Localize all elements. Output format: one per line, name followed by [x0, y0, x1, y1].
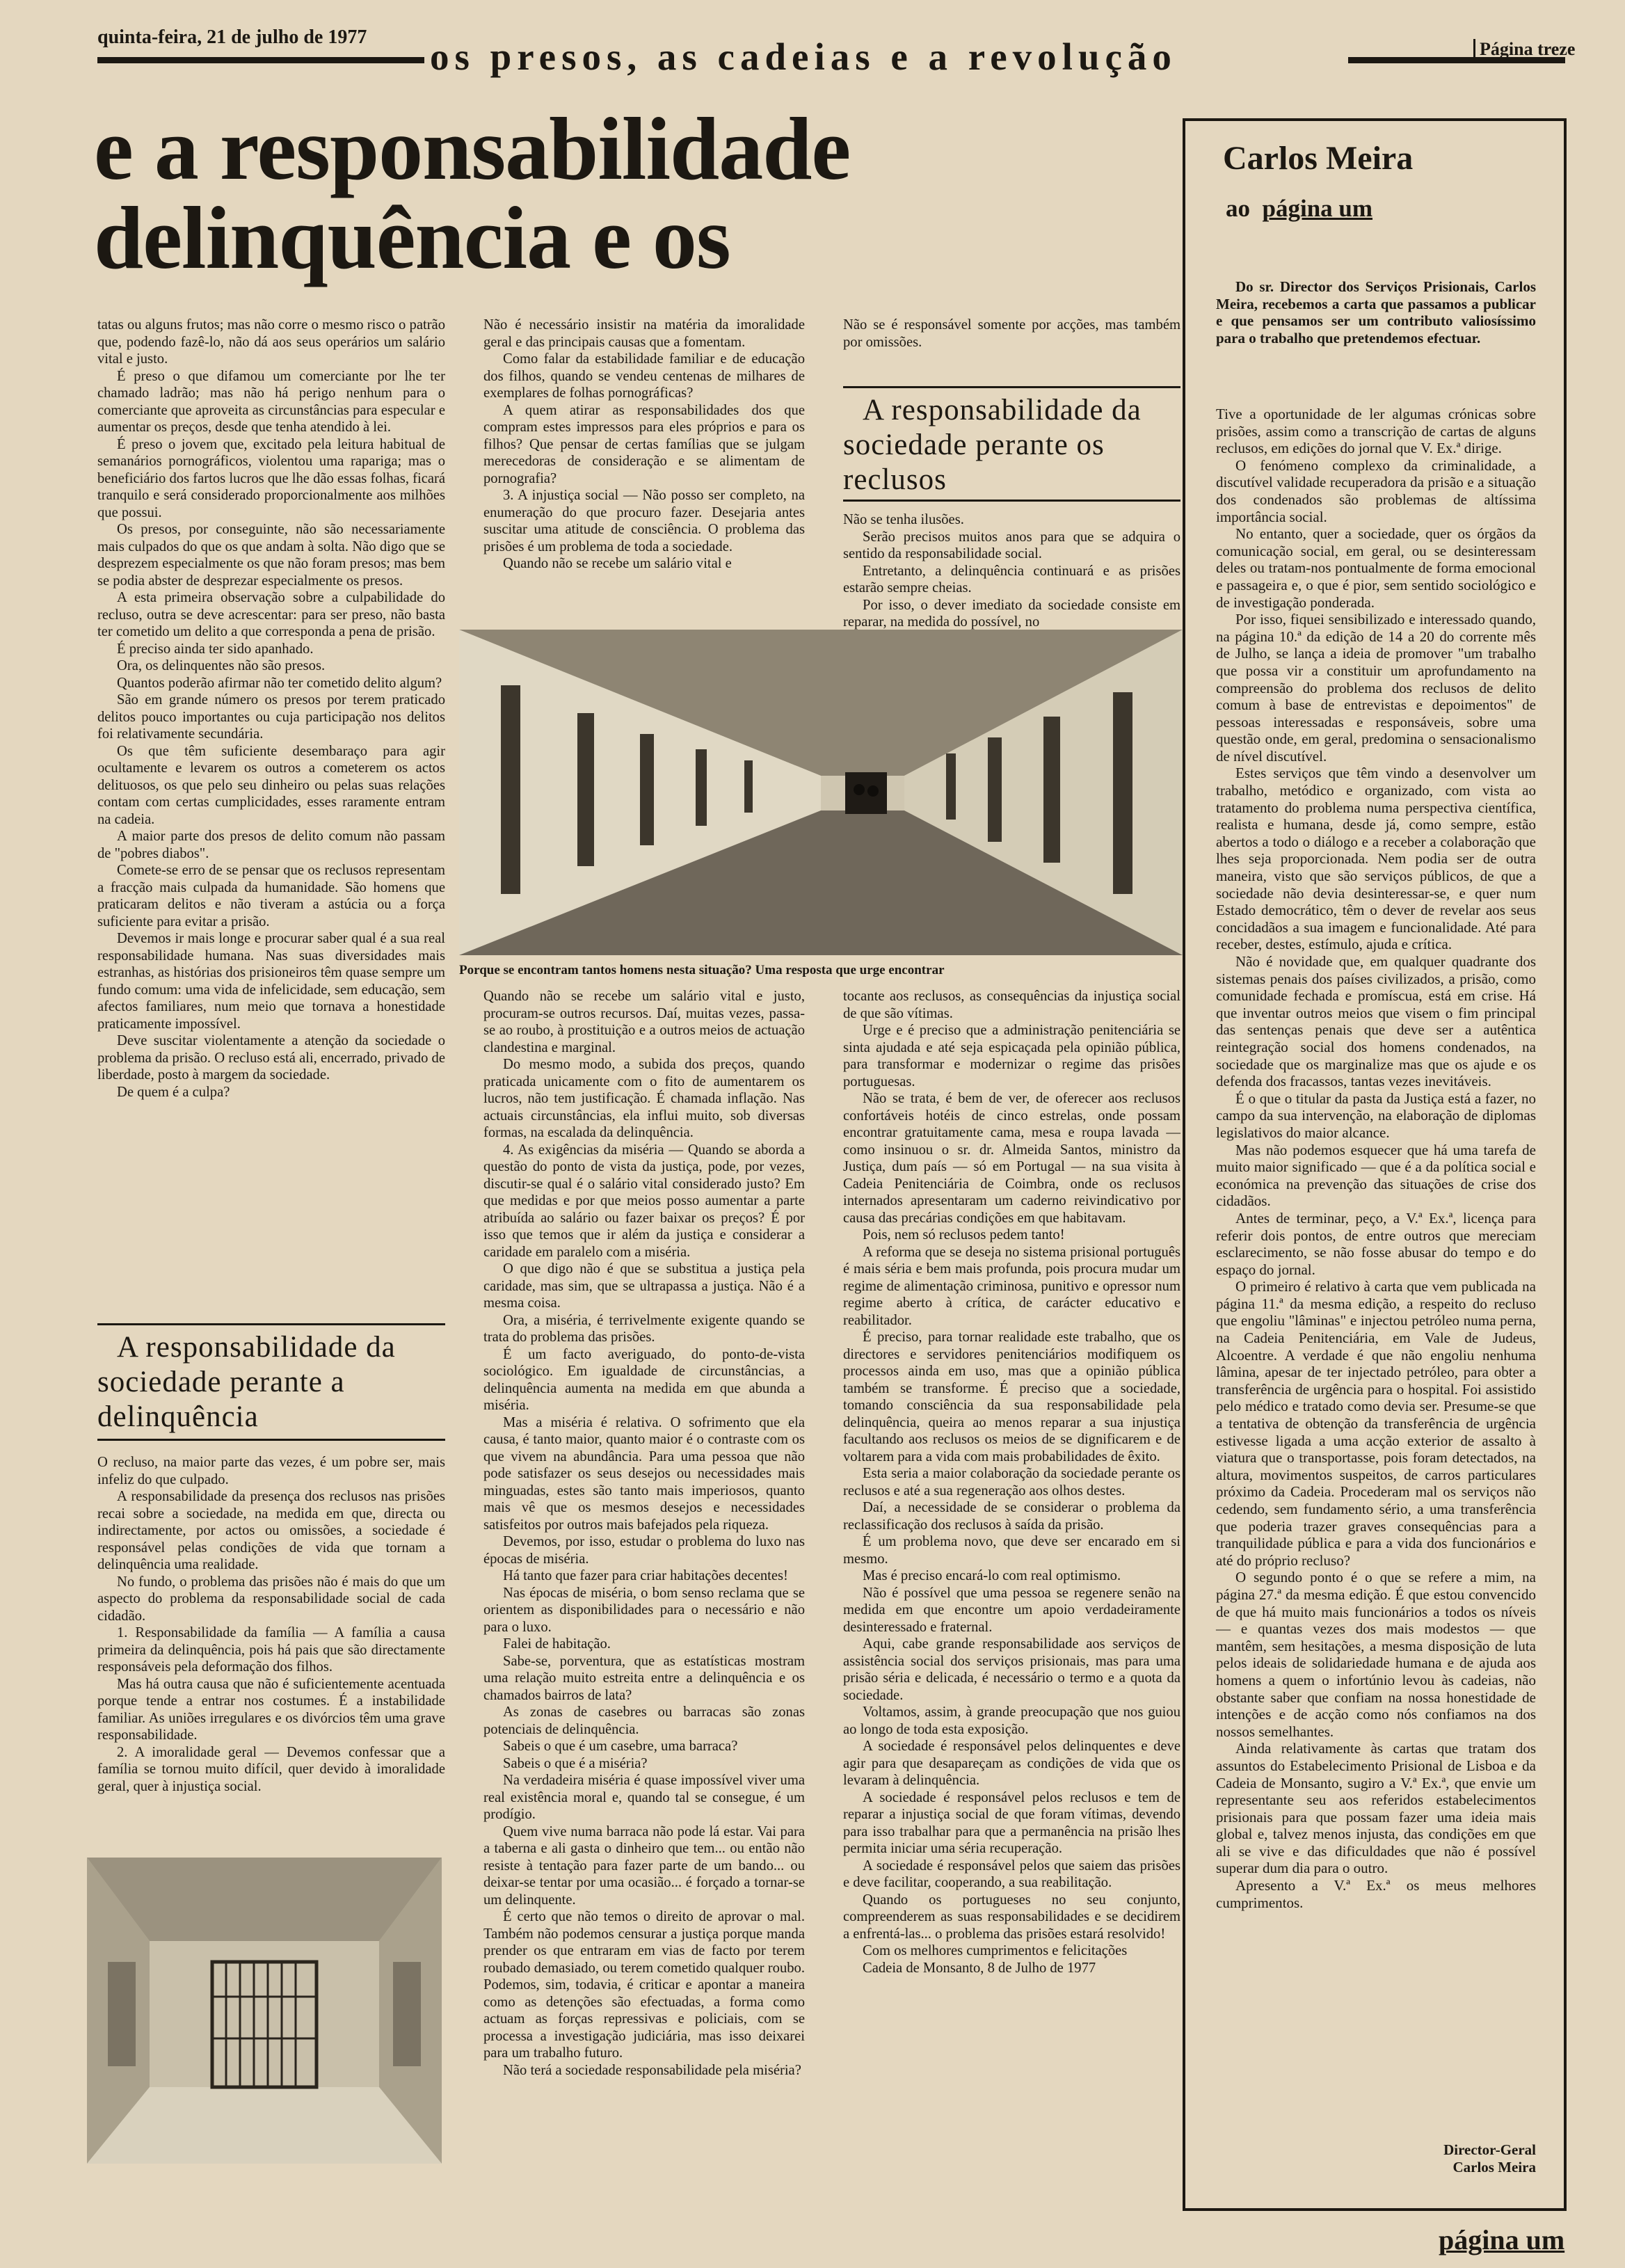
paragraph: Mas não podemos esquecer que há uma tarefa de muito maior significado — que é a da política social e económica na prevenção das situações de crise dos cidadãos.: [1216, 1141, 1536, 1210]
paragraph: As zonas de casebres ou barracas são zonas potenciais de delinquência.: [483, 1704, 805, 1737]
sidebar-title: Carlos Meira: [1223, 140, 1414, 177]
paragraph: De quem é a culpa?: [117, 1084, 230, 1100]
paragraph: Falei de habitação.: [503, 1636, 611, 1652]
paragraph: 1. Responsabilidade da família — A família a causa primeira da delinquência, pois há pais que são directamente responsáveis pela deformação dos filhos.: [97, 1625, 445, 1675]
paragraph: Não é necessário insistir na matéria da imoralidade geral e das principais causas que a fomentam.: [483, 317, 805, 350]
paragraph: No entanto, quer a sociedade, quer os órgãos da comunicação social, em geral, ou se desinteressam deles ou tratam-nos pontualmente de forma emocional e passageira e, o que é pior, sem sentido sociológico e de investigação ponderada.: [1216, 525, 1536, 611]
paragraph: Não se tenha ilusões.: [843, 512, 964, 527]
paragraph: Não terá a sociedade responsabilidade pela miséria?: [503, 2062, 801, 2078]
sidebar-intro-text: Do sr. Director dos Serviços Prisionais, Carlos Meira, recebemos a carta que passamos a publicar e que pensamos ser um contributo valiosíssimo para o trabalho que pretendemos efectuar.: [1216, 278, 1536, 346]
paragraph: Serão precisos muitos anos para que se adquira o sentido da responsabilidade social.: [843, 529, 1180, 561]
paragraph: A responsabilidade da presença dos reclusos nas prisões recai sobre a sociedade, na medida em que, directa ou indirectamente, por actos ou omissões, a sociedade é responsável pelas condições de vida que tornam a delinquência uma realidade.: [97, 1489, 445, 1572]
column-3-bottom: [843, 988, 1180, 1976]
paragraph: Os presos, por conseguinte, não são necessariamente mais culpados do que os que andam à solta. Não digo que se desprezem especialmente os que não foram presos; mas bem se podia abster de desprezar especialmente os presos.: [97, 522, 445, 589]
paragraph: Comete-se erro de se pensar que os reclusos representam a fracção mais culpada da humanidade. São homens que praticaram delitos e não tiveram a astúcia ou a força suficiente para evitar a prisão.: [97, 863, 445, 929]
footer-tag: página um: [1439, 2224, 1565, 2255]
paragraph: Os que têm suficiente desembaraço para agir ocultamente e levarem os outros a cometerem os actos delituosos, os que pelo seu dinheiro ou pelas suas relações contam com certas cumplicidades, esses raramente entram na cadeia.: [97, 743, 445, 827]
column-3-rule-top: [843, 386, 1180, 388]
paragraph: 3. A injustiça social — Não posso ser completo, na enumeração do que procuro fazer. Desejaria antes suscitar uma atitude de consciência. O problema das prisões é um problema de toda a sociedade.: [483, 488, 805, 554]
column-3-top: [843, 317, 1180, 351]
sidebar-subtitle: [1226, 195, 1372, 223]
paragraph: O fenómeno complexo da criminalidade, a discutível validade recuperadora da prisão e a situação dos condenados são problemas de altíssima importância social.: [1216, 456, 1536, 525]
column-3-rule-bottom: [843, 500, 1180, 502]
paragraph: Com os melhores cumprimentos e felicitações: [863, 1943, 1128, 1958]
paragraph: Pois, nem só reclusos pedem tanto!: [863, 1227, 1065, 1243]
paragraph: Como falar da estabilidade familiar e de educação dos filhos, quando se vendeu centenas de milhares de exemplares de folhas pornográficas?: [483, 351, 805, 401]
paragraph: Quando os portugueses no seu conjunto, compreenderem as suas responsabilidades e se decidirem a enfrentá-las... o problema das prisões estará resolvido!: [843, 1892, 1180, 1942]
column-1-subhead-wrap: [97, 1330, 445, 1435]
paragraph: Mas é preciso encará-lo com real optimismo.: [863, 1568, 1121, 1583]
headline-line-1: e a responsabilidade: [94, 99, 851, 198]
paragraph: É um facto averiguado, do ponto-de-vista sociológico. Em igualdade de circunstâncias, a delinquência aumenta na medida em que abunda a miséria.: [483, 1346, 805, 1413]
paragraph: Urge e é preciso que a administração penitenciária se sinta ajudada e até seja espicaçada pela opinião pública, para transformar e modernizar o regime das prisões portuguesas.: [843, 1023, 1180, 1089]
paragraph: Tive a oportunidade de ler algumas crónicas sobre prisões, assim como a transcrição de cartas de alguns reclusos, em edições do jornal que V. Ex.ª dirige.: [1216, 406, 1536, 457]
sidebar-signature: [1216, 2141, 1536, 2175]
paragraph: Mas há outra causa que não é suficientemente acentuada porque tende a entrar nos costumes. É a instabilidade familiar. As uniões irregulares e os divórcios têm uma grave responsabilidade.: [97, 1676, 445, 1743]
paragraph: Quem vive numa barraca não pode lá estar. Vai para a taberna e ali gasta o dinheiro que tem... ou então não resiste à tentação para fazer parte de um bando... ou deixar-se tentar por uma ocasião... é forçado a tornar-se um delinquente.: [483, 1823, 805, 1908]
paragraph: Daí, a necessidade de se considerar o problema da reclassificação dos reclusos à saída da prisão.: [843, 1500, 1180, 1533]
paragraph: Aqui, cabe grande responsabilidade aos serviços de assistência social dos serviços prisionais, mas para uma prisão séria e delicada, é necessário o termo e a quota da sociedade.: [843, 1636, 1180, 1703]
paragraph: É preso o que difamou um comerciante por lhe ter chamado ladrão; mas não há perigo nenhum para o comerciante que aproveita as circunstâncias para especular e aumentar os preços, desde que tenha atendido à lei.: [97, 368, 445, 435]
paragraph: Cadeia de Monsanto, 8 de Julho de 1977: [863, 1960, 1096, 1976]
paragraph: 2. A imoralidade geral — Devemos confessar que a família se tornou muito difícil, quer devido à imoralidade geral, quer à injustiça social.: [97, 1744, 445, 1794]
prison-corridor-photo: [459, 630, 1183, 955]
paragraph: Sabeis o que é um casebre, uma barraca?: [503, 1739, 738, 1754]
column-3-after: [843, 511, 1180, 631]
paragraph: A sociedade é responsável pelos reclusos e tem de reparar a injustiça social de que foram vítimas, devendo para isso trabalhar para que a permanência na prisão lhes permita iniciar uma séria recuperação.: [843, 1789, 1180, 1856]
paragraph: Ainda relativamente às cartas que tratam dos assuntos do Estabelecimento Prisional de Lisboa e da Cadeia de Monsanto, sugiro a V.ª Ex.ª, que envie um representante seu aos referidos estabelecimentos prisionais para que possam fazer uma ideia mais global e, talvez menos injusta, das condições em que ali se vive e das dificuldades que não é possível superar dum dia para o outro.: [1216, 1740, 1536, 1877]
paragraph: Por isso, fiquei sensibilizado e interessado quando, na página 10.ª da edição de 14 a 20 do corrente mês de Julho, se lança a ideia de promover "um trabalho que possa vir a constituir um aprofundamento na compreensão do problema dos reclusos de delito comum à base de entrevistas e depoimentos" de pessoas interessadas e responsáveis, sobre uma questão onde, em geral, predomina o sensacionalismo de nível discutível.: [1216, 611, 1536, 765]
paragraph: Mas a miséria é relativa. O sofrimento que ela causa, é tanto maior, quanto maior é o contraste com os que vivem na abundância. Para uma pessoa que não pode satisfazer os seus desejos ou necessidades mais minguadas, estes são tanto mais imperiosos, quanto mais vê que os mesmos desejos e necessidades satisfeitos por outros mais bafejados pela riqueza.: [483, 1414, 805, 1533]
paragraph: Não se trata, é bem de ver, de oferecer aos reclusos confortáveis hotéis de cinco estrelas, onde possam encontrar gratuitamente cama, mesa e roupa lavada — como insinuou o sr. dr. Almeida Santos, ministro da Justiça, dum país — só em Portugal — na sua visita à Cadeia Penitenciária de Coimbra, onde os reclusos internados apresentaram um caderno reivindicativo por causa das precárias condições em que habitavam.: [843, 1091, 1180, 1226]
column-1-rule-bottom: [97, 1439, 445, 1441]
paragraph: É preso o jovem que, excitado pela leitura habitual de semanários pornográficos, violentou uma rapariga; mas o beneficiário dos fartos lucros que lhe dão essas folhas, ficará tranquilo e será considerado proporcionalmente aos milhões que possui.: [97, 436, 445, 520]
prison-corridor-illustration: [459, 630, 1183, 955]
photo-caption: Porque se encontram tantos homens nesta situação? Uma resposta que urge encontrar: [459, 963, 945, 977]
column-2-bottom: [483, 988, 805, 2079]
paragraph: Na verdadeira miséria é quase impossível viver uma real existência moral e, quando tal se consegue, é um prodígio.: [483, 1773, 805, 1822]
column-3-subhead: A responsabilidade da sociedade perante os reclusos: [843, 394, 1142, 496]
paragraph: Não é possível que uma pessoa se regenere senão na medida em que encontre um apoio verdadeiramente desinteressado e fraternal.: [843, 1585, 1180, 1635]
prison-gate-illustration: [87, 1858, 442, 2164]
paragraph: A sociedade é responsável pelos delinquentes e deve agir para que desapareçam as condições de vida que os levaram à delinquência.: [843, 1739, 1180, 1788]
page-label: Página treze: [1473, 39, 1575, 60]
paragraph: Do mesmo modo, a subida dos preços, quando praticada unicamente com o fito de aumentarem os lucros, não tem justificação. É chamada inflação. Nas actuais circunstâncias, ela influi muito, sob diversas formas, na escalada da delinquência.: [483, 1057, 805, 1140]
column-1-top: [97, 317, 445, 1101]
paragraph: O recluso, na maior parte das vezes, é um pobre ser, mais infeliz do que culpado.: [97, 1455, 445, 1487]
paragraph: O que digo não é que se substitua a justiça pela caridade, mas sim, que se ultrapassa a justiça. Não é a mesma coisa.: [483, 1261, 805, 1311]
signature-name: Carlos Meira: [1452, 2158, 1536, 2175]
paragraph: O primeiro é relativo à carta que vem publicada na página 11.ª da mesma edição, a respeito do recluso que engoliu "lâminas" e injectou petróleo numa perna, na Cadeia Penitenciária, em Vale de Judeus, Alcoentre. A verdade é que não engoliu nenhuma lâmina, apesar de ter injectado petróleo, para obter a transferência de urgência para o hospital. Foi assistido pelo médico e tratado como devia ser. Presume-se que a tentativa de obtenção da transferência de urgência estivesse ligada a uma acção exterior de assalto à viatura que o transportasse, pois foram detectados, na altura, movimentos suspeitos, de carros particulares próximo da Cadeia. Procederam mal os serviços não cedendo, sem fundamento sério, a uma transferência que poderia trazer graves consequências para a tranquilidade pública e para a vida dos funcionários e até do próprio recluso?: [1216, 1278, 1536, 1569]
paragraph: Não é novidade que, em qualquer quadrante dos sistemas penais dos países civilizados, a prisão, como comunidade fechada e promíscua, está em crise. Há que inventar outros meios que visem o fim principal das sentenças penais que deve ser a autêntica reintegração social dos homens condenados, na sociedade que os marginalize mas que os ajude e os defenda dos fracassos, tantas vezes inevitáveis.: [1216, 953, 1536, 1090]
paragraph: Quantos poderão afirmar não ter cometido delito algum?: [117, 675, 442, 691]
paragraph: tatas ou alguns frutos; mas não corre o mesmo risco o patrão que, podendo fazê-lo, não dá aos seus operários um salário vital e justo.: [97, 317, 445, 367]
paragraph: É preciso, para tornar realidade este trabalho, que os directores e servidores penitenciários modifiquem os processos ainda em uso, mas que a opinião pública também se transforme. É preciso que a sociedade, tomando consciência da sua responsabilidade pela delinquência, queira ao menos reparar a sua injustiça facultando aos reclusos os meios de se dignificarem e de voltarem para a vida com mais probabilidades de êxito.: [843, 1329, 1180, 1464]
paragraph: Quando não se recebe um salário vital e: [503, 556, 732, 571]
column-1-bottom: [97, 1454, 445, 1795]
masthead-rule-left: [97, 57, 424, 63]
paragraph: tocante aos reclusos, as consequências da injustiça social de que são vítimas.: [843, 989, 1180, 1021]
paragraph: Antes de terminar, peço, a V.ª Ex.ª, licença para referir dois pontos, de entre outros que mereciam esclarecimento, se não fosse abusar do tempo e do espaço do jornal.: [1216, 1209, 1536, 1278]
column-2-top: [483, 317, 805, 573]
paragraph: Apresento a V.ª Ex.ª os meus melhores cumprimentos.: [1216, 1877, 1536, 1911]
prison-gate-photo: [87, 1858, 442, 2164]
sidebar-subtitle-link: página um: [1262, 195, 1373, 222]
paragraph: Entretanto, a delinquência continuará e as prisões estarão sempre cheias.: [843, 563, 1180, 596]
paragraph: No fundo, o problema das prisões não é mais do que um aspecto do problema da responsabilidade social de cada cidadão.: [97, 1574, 445, 1624]
paragraph: Não se é responsável somente por acções, mas também por omissões.: [843, 317, 1180, 350]
paragraph: Por isso, o dever imediato da sociedade consiste em reparar, na medida do possível, no: [843, 597, 1180, 630]
sidebar-intro: [1216, 278, 1536, 346]
paragraph: Voltamos, assim, à grande preocupação que nos guiou ao longo de toda esta exposição.: [843, 1704, 1180, 1737]
paragraph: Sabeis o que é a miséria?: [503, 1755, 648, 1771]
signature-role: Director-Geral: [1443, 2141, 1536, 2158]
paragraph: Ora, os delinquentes não são presos.: [117, 658, 326, 673]
paragraph: A reforma que se deseja no sistema prisional português é mais séria e bem mais profunda, pois procura mudar um regime de alimentação criminosa, punitivo e opressor num regime aberto à crítica, de carácter educativo e reabilitador.: [843, 1244, 1180, 1328]
paragraph: É o que o titular da pasta da Justiça está a fazer, no campo da sua intervenção, na elaboração de diplomas legislativos do maior alcance.: [1216, 1089, 1536, 1141]
paragraph: Ora, a miséria, é terrivelmente exigente quando se trata do problema das prisões.: [483, 1312, 805, 1345]
paragraph: A maior parte dos presos de delito comum não passam de "pobres diabos".: [97, 829, 445, 861]
paragraph: É preciso ainda ter sido apanhado.: [117, 641, 314, 657]
paragraph: Estes serviços que têm vindo a desenvolver um trabalho, metódico e organizado, com vista ao tratamento do problema numa perspectiva científica, realista e humana, desde já, como sempre, estão abertos a todo o diálogo e a receber a colaboração que lhes seja proporcionada. Nem podia ser de outra maneira, visto que são serviços públicos, de que a sociedade não devia desinteressar-se, e quer num Estado democrático, têm o dever de revelar aos seus concidadãos a sua imagem e funcionalidade. Até para receber, destes, estímulo, ajuda e crítica.: [1216, 765, 1536, 953]
column-1-subhead: A responsabilidade da sociedade perante a delinquência: [97, 1331, 396, 1433]
paragraph: A quem atirar as responsabilidades dos que compram estes impressos para eles próprios e para os filhos? Que pensar de certas famílias que se julgam merecedoras de consideração e se alimentam de pornografia?: [483, 402, 805, 486]
paragraph: Sabe-se, porventura, que as estatísticas mostram uma relação muito estreita entre a delinquência e os chamados bairros de lata?: [483, 1653, 805, 1703]
paragraph: A sociedade é responsável pelos que saiem das prisões e deve facilitar, cooperando, a sua reabilitação.: [843, 1858, 1180, 1890]
section-title: os presos, as cadeias e a revolução: [430, 35, 1177, 78]
paragraph: É certo que não temos o direito de aprovar o mal. Também não podemos censurar a justiça porque manda prender os que entraram em vias de facto por terem roubado demasiado, ou terem cometido qualquer roubo. Podemos, sim, todavia, é criticar e apontar a maneira como as detenções são efectuadas, a forma como actuam as forças repressivas e policiais, com se processa a investigação judiciária, mas isso deixarei para um trabalho futuro.: [483, 1909, 805, 2061]
masthead-date: quinta-feira, 21 de julho de 1977: [97, 26, 367, 48]
sidebar-subtitle-prefix: ao: [1226, 195, 1250, 222]
paragraph: Deve suscitar violentamente a atenção da sociedade o problema da prisão. O recluso está ali, encerrado, privado de liberdade, posto à margem da sociedade.: [97, 1033, 445, 1083]
paragraph: Esta seria a maior colaboração da sociedade perante os reclusos e até a sua regeneração aos olhos destes.: [843, 1466, 1180, 1499]
headline-line-2: delinquência e os: [94, 189, 730, 287]
sidebar-body: [1216, 406, 1536, 1911]
paragraph: A esta primeira observação sobre a culpabilidade do recluso, outra se deve acrescentar: para ser preso, não basta ter cometido um delito a que corresponda a pena de prisão.: [97, 590, 445, 639]
paragraph: O segundo ponto é o que se refere a mim, na página 27.ª da mesma edição. É que estou convencido de que há muito mais funcionários a todos os níveis — e quantas vezes dos mais modestos — que mantêm, sem hesitações, a mesma disposição de luta pelos ideais de solidariedade humana e de ajuda aos homens a quem o infortúnio levou às cadeias, não obstante saber que confiam na nossa honestidade de intenções e de acção como nós confiamos na dos nossos semelhantes.: [1216, 1569, 1536, 1740]
headline: [94, 99, 851, 287]
paragraph: Quando não se recebe um salário vital e justo, procuram-se outros recursos. Daí, muitas vezes, passa-se ao roubo, à prostituição e a outros meios de actuação clandestina e marginal.: [483, 989, 805, 1055]
paragraph: Devemos ir mais longe e procurar saber qual é a sua real responsabilidade humana. Nas suas diversidades mais estranhas, as histórias dos prisioneiros têm quase sempre um fundo comum: uma vida de infelicidade, sem educação, sem afectos familiares, num meio que tornava a honestidade praticamente impossível.: [97, 931, 445, 1032]
column-1-rule-top: [97, 1323, 445, 1325]
paragraph: Devemos, por isso, estudar o problema do luxo nas épocas de miséria.: [483, 1534, 805, 1567]
paragraph: Nas épocas de miséria, o bom senso reclama que se orientem as disponibilidades para o necessário e não para o luxo.: [483, 1585, 805, 1635]
paragraph: É um problema novo, que deve ser encarado em si mesmo.: [843, 1534, 1180, 1567]
column-3-subhead-wrap: [843, 393, 1180, 497]
paragraph: 4. As exigências da miséria — Quando se aborda a questão do ponto de vista da justiça, pode, por vezes, discutir-se qual é o salário vital considerado justo? Em que medidas e por que meios posso aumentar a parte atribuída ao salário ou fazer baixar os preços? É por isso que temos que ir além da justiça e considerar a caridade em paralelo com a miséria.: [483, 1142, 805, 1260]
paragraph: Há tanto que fazer para criar habitações decentes!: [503, 1568, 788, 1583]
paragraph: São em grande número os presos por terem praticado delitos pouco importantes ou cuja participação nos delitos foi relativamente secundária.: [97, 692, 445, 742]
